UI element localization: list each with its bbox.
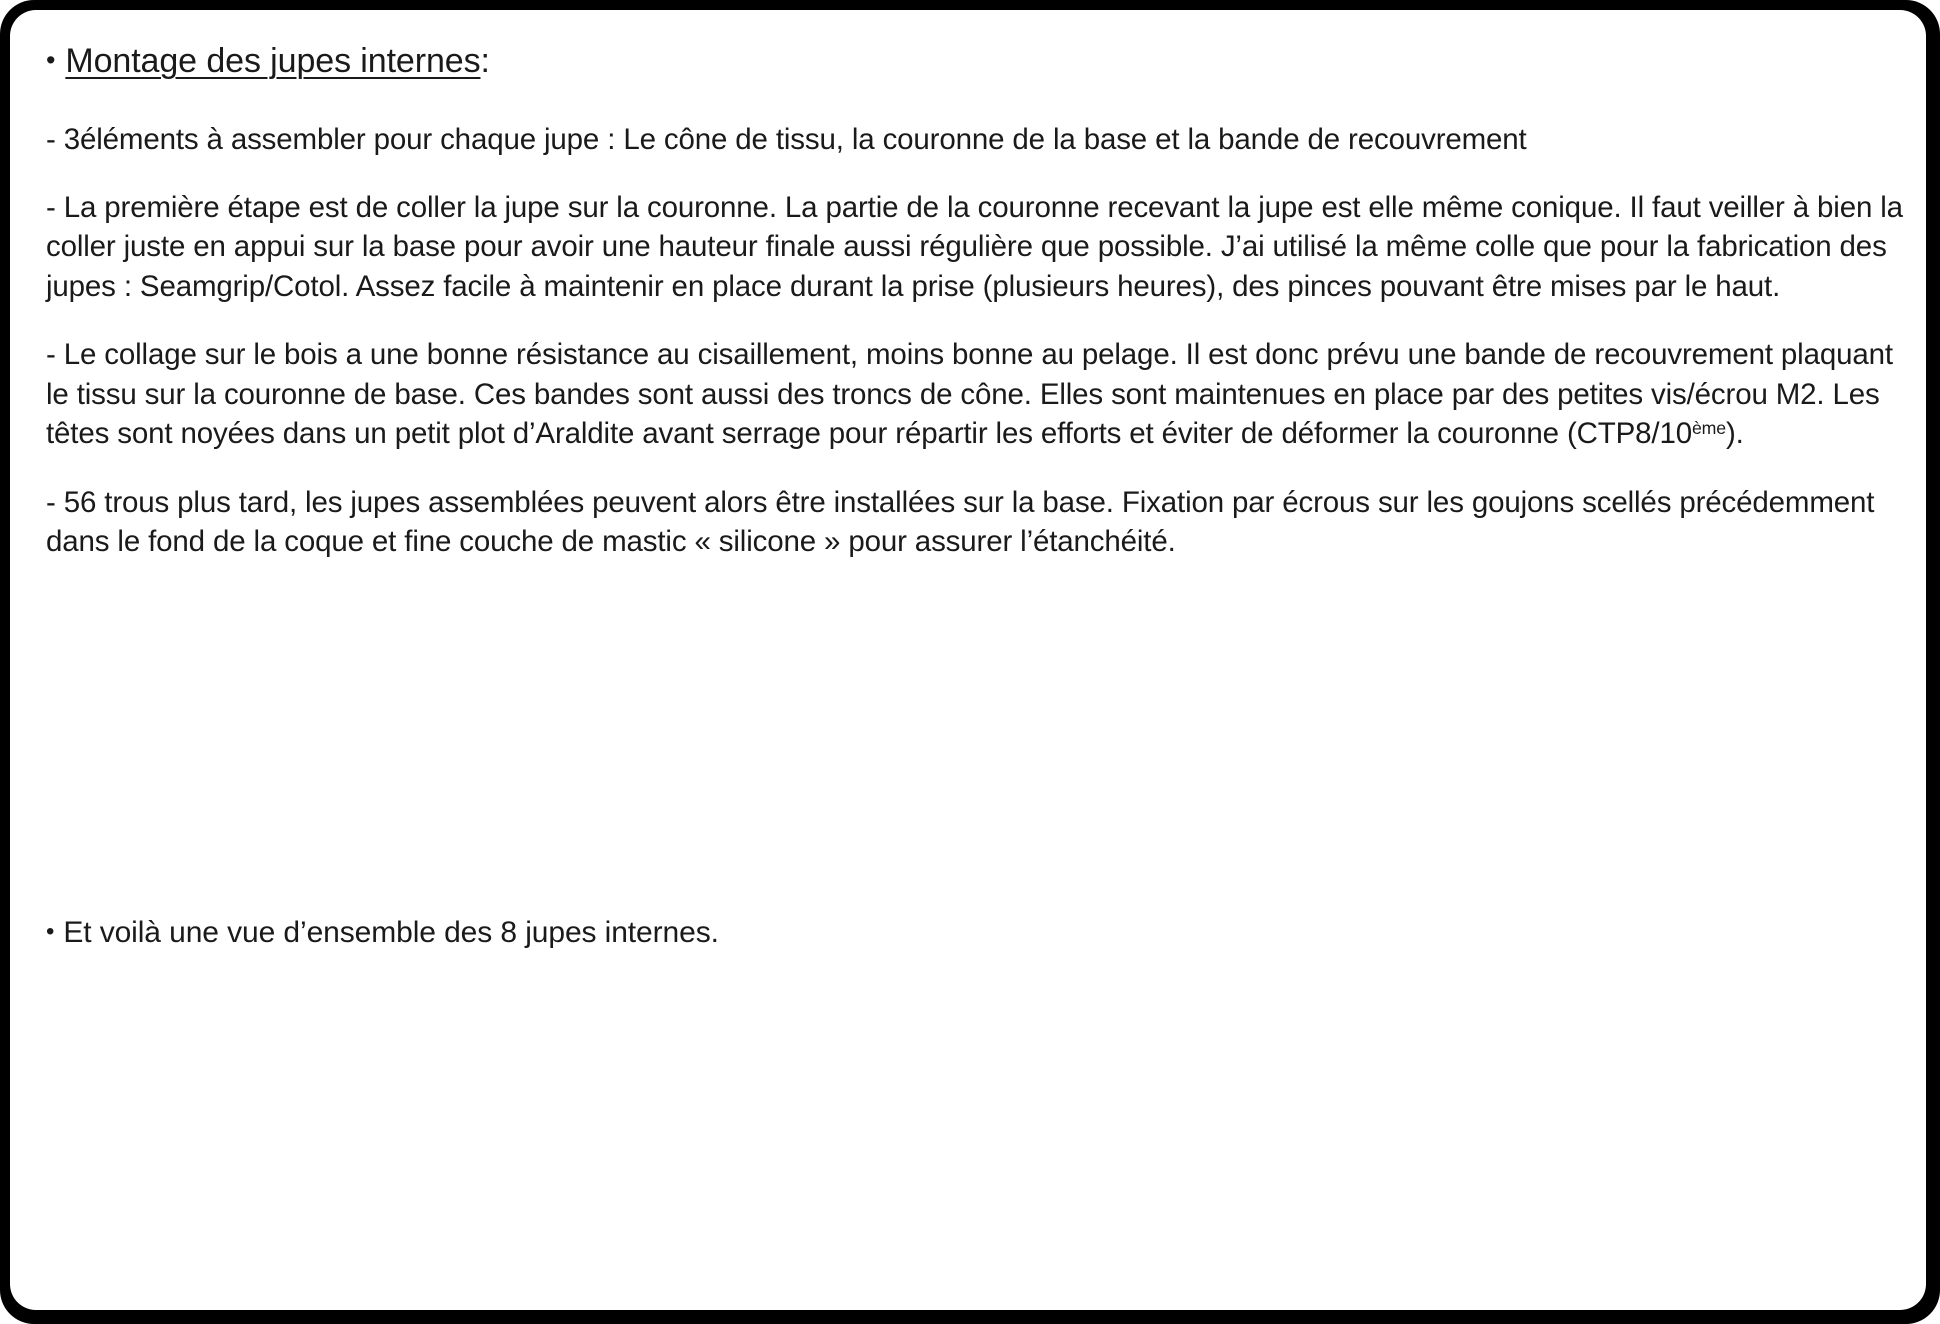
slide-content-area (46, 40, 1910, 1252)
closing-text: Et voilà une vue d’ensemble des 8 jupes internes. (63, 915, 719, 949)
paragraph-collage-bois-superscript: ème (1691, 418, 1726, 439)
paragraph-collage-bois-tail: ). (1725, 416, 1744, 450)
closing-bullet-line (46, 913, 1910, 952)
image-placeholder-upper (46, 591, 1910, 913)
paragraph-premiere-etape: - La première étape est de coller la jupe sur la couronne. La partie de la couronne recevant la jupe est elle même conique. Il faut veiller à bien la coller juste en appui sur la base pour avoir une hauteur finale aussi régulière que possible. J’ai utilisé la même colle que pour la fabrication des jupes : Seamgrip/Cotol. Assez facile à maintenir en place durant la prise (plusieurs heures), des pinces pouvant être mises par le haut. (46, 191, 1903, 303)
image-placeholder-lower (46, 952, 1910, 1252)
bullet-icon: • (46, 917, 55, 945)
paragraph-collage-bois (46, 335, 1906, 453)
slide-heading (46, 40, 1910, 84)
bullet-icon: • (46, 45, 56, 75)
paragraph-56-trous: - 56 trous plus tard, les jupes assemblées peuvent alors être installées sur la base. Fixation par écrous sur les goujons scellés précédemment dans le fond de la coque et fine couche de mastic « silicone » pour assurer l’étanchéité. (46, 485, 1875, 558)
heading-colon: : (480, 42, 490, 80)
paragraph-elements: - 3éléments à assembler pour chaque jupe : Le cône de tissu, la couronne de la base et la bande de recouvrement (46, 122, 1527, 156)
heading-text: Montage des jupes internes (65, 42, 481, 80)
slide-canvas (10, 10, 1926, 1310)
paragraph-collage-bois-main: - Le collage sur le bois a une bonne résistance au cisaillement, moins bonne au pelage. Il est donc prévu une bande de recouvrement plaquant le tissu sur la couronne de base. Ces bandes sont aussi des troncs de cône. Elles sont maintenues en place par des petites vis/écrou M2. Les têtes sont noyées dans un petit plot d’Araldite avant serrage pour répartir les efforts et éviter de déformer la couronne (CTP8/10 (46, 338, 1893, 450)
